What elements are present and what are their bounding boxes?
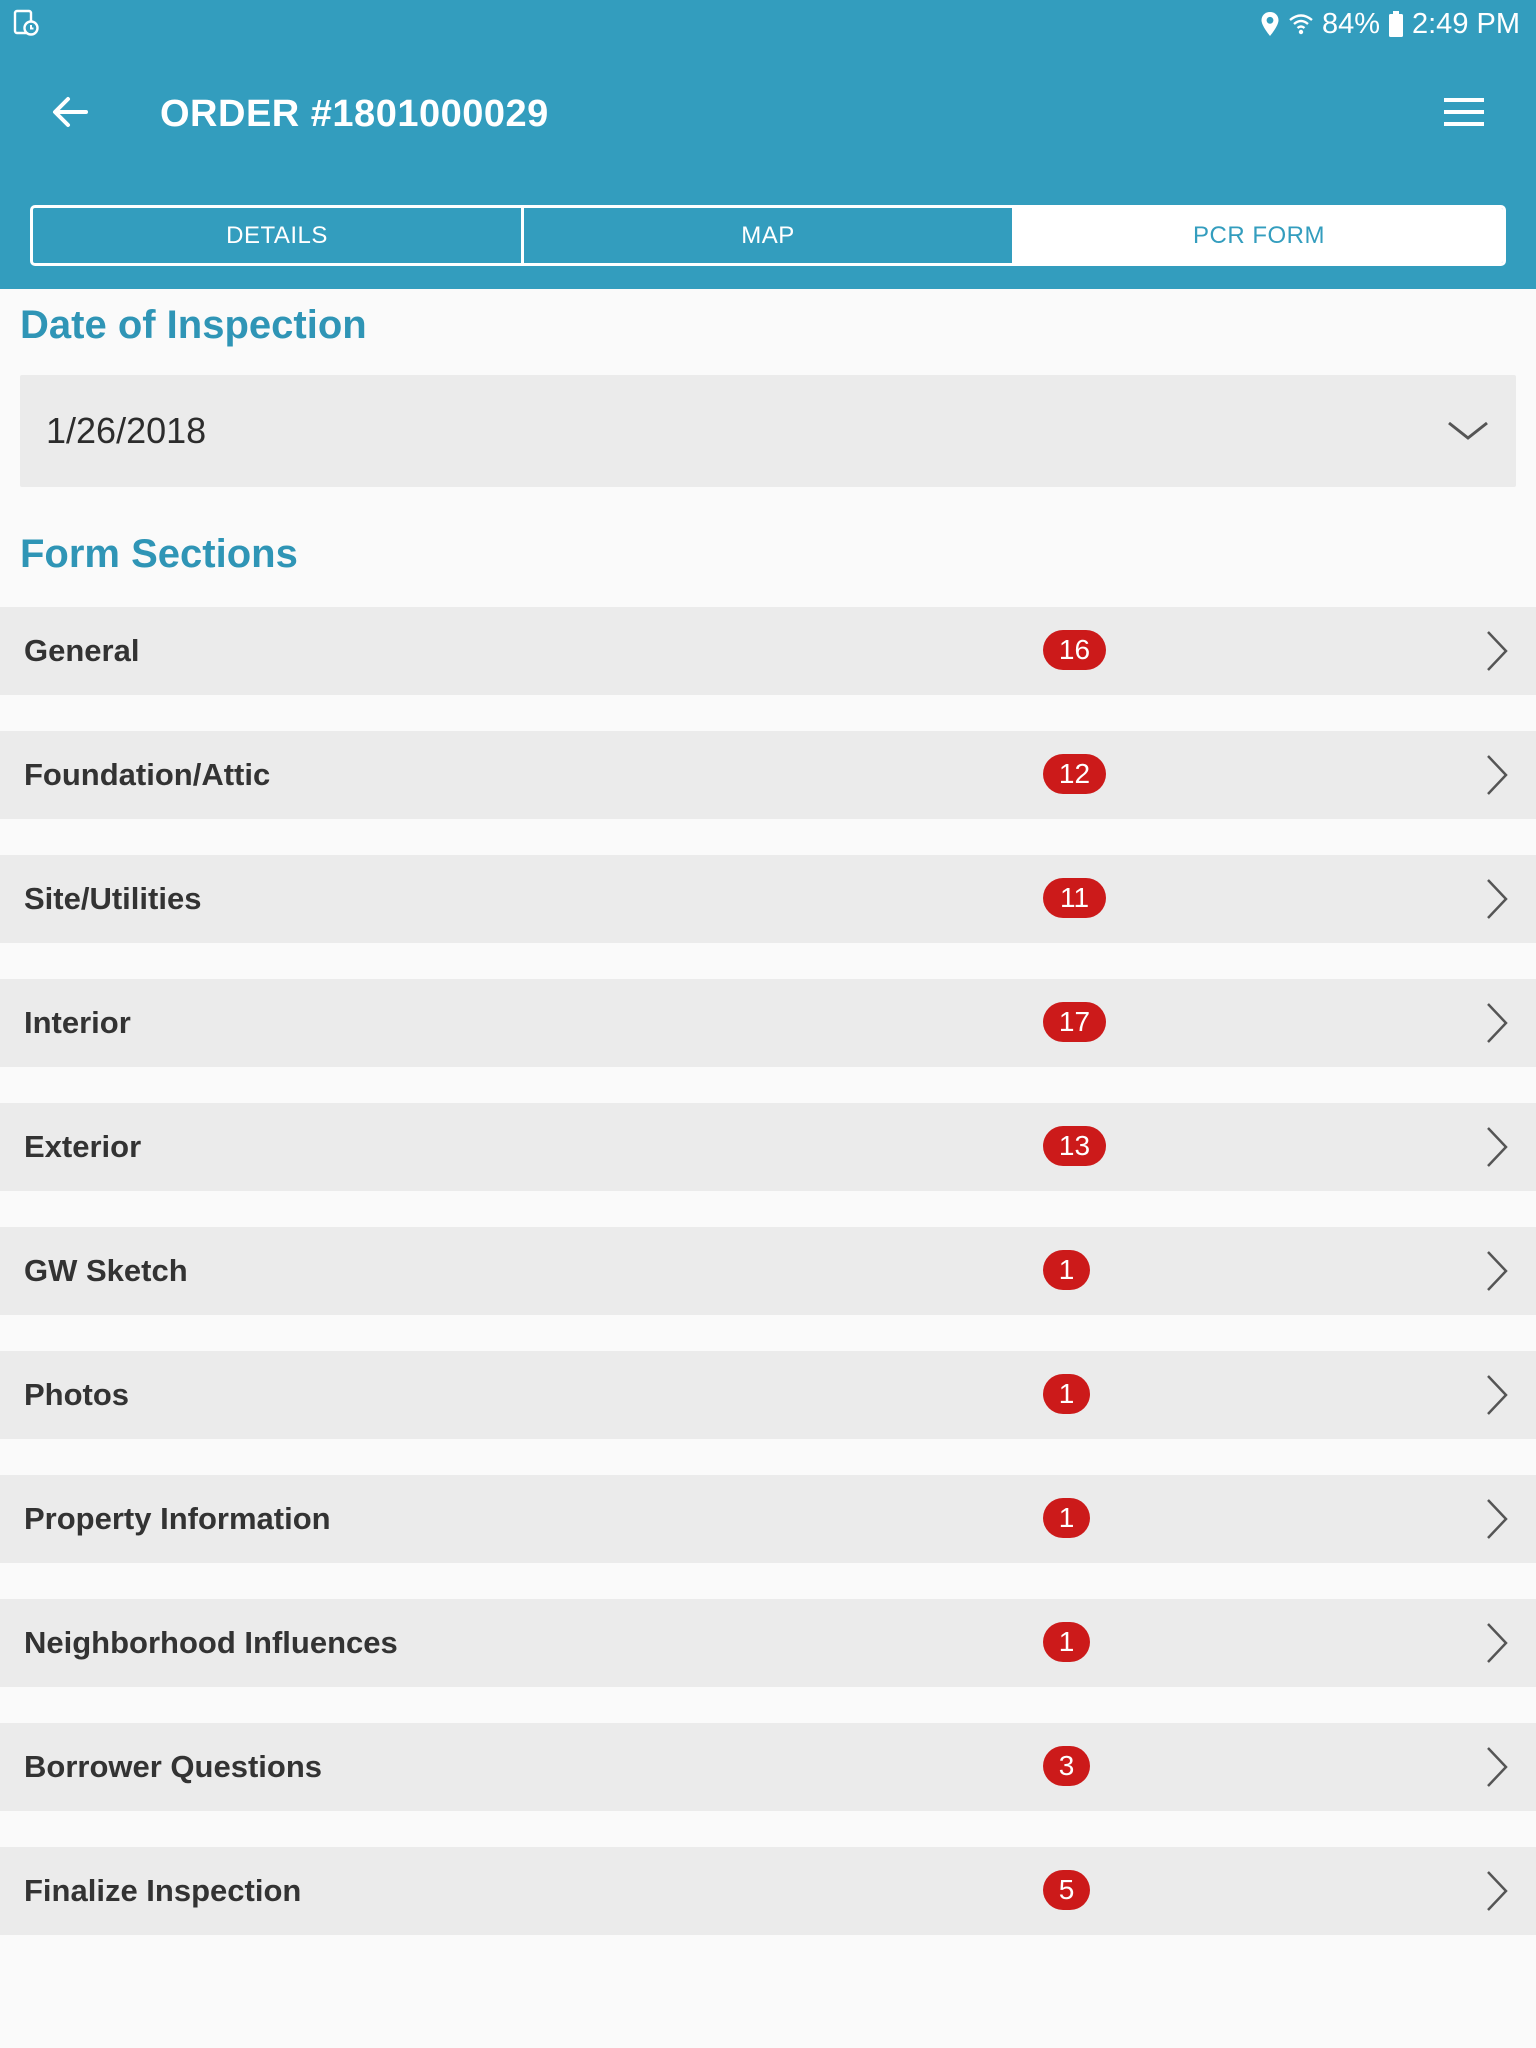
- inspection-date-value: 1/26/2018: [46, 410, 207, 451]
- count-badge: 1: [1043, 1250, 1090, 1290]
- tab-details[interactable]: DETAILS: [226, 221, 328, 249]
- section-label: Exterior: [24, 1129, 142, 1164]
- battery-percent: 84%: [1321, 7, 1380, 40]
- image-clock-icon: [12, 9, 40, 37]
- tab-pcr-form[interactable]: PCR FORM: [1012, 208, 1503, 263]
- count-badge: 1: [1043, 1498, 1090, 1538]
- chevron-right-icon: [1484, 753, 1510, 797]
- count-badge: 1: [1043, 1622, 1090, 1662]
- chevron-right-icon: [1484, 877, 1510, 921]
- location-icon: [1260, 11, 1280, 37]
- tab-map[interactable]: MAP: [521, 208, 1012, 263]
- section-row-interior[interactable]: [0, 979, 1536, 1067]
- status-bar: [0, 0, 1536, 48]
- chevron-right-icon: [1484, 1125, 1510, 1169]
- app-header: [0, 0, 1536, 289]
- chevron-right-icon: [1484, 1621, 1510, 1665]
- count-badge: 12: [1043, 754, 1106, 794]
- chevron-right-icon: [1484, 1869, 1510, 1913]
- section-label: Finalize Inspection: [24, 1873, 302, 1908]
- section-row-gw-sketch[interactable]: [0, 1227, 1536, 1315]
- status-indicators: [1260, 6, 1520, 42]
- tab-bar: [30, 205, 1506, 266]
- section-row-exterior[interactable]: [0, 1103, 1536, 1191]
- count-badge: 11: [1043, 878, 1106, 918]
- battery-icon: [1388, 10, 1404, 38]
- date-of-inspection-heading: Date of Inspection: [20, 303, 367, 347]
- section-label: Borrower Questions: [24, 1749, 322, 1784]
- section-row-site-utilities[interactable]: [0, 855, 1536, 943]
- section-row-general[interactable]: [0, 607, 1536, 695]
- section-label: General: [24, 633, 140, 668]
- section-label: Neighborhood Influences: [24, 1625, 398, 1660]
- count-badge: 1: [1043, 1374, 1090, 1414]
- section-label: Interior: [24, 1005, 131, 1040]
- count-badge: 5: [1043, 1870, 1090, 1910]
- chevron-down-icon: [1446, 413, 1490, 449]
- section-row-finalize-inspection[interactable]: [0, 1847, 1536, 1935]
- back-arrow-icon[interactable]: [46, 88, 94, 136]
- count-badge: 16: [1043, 630, 1106, 670]
- section-label: Property Information: [24, 1501, 331, 1536]
- chevron-right-icon: [1484, 1373, 1510, 1417]
- count-badge: 17: [1043, 1002, 1106, 1042]
- section-row-neighborhood-influences[interactable]: [0, 1599, 1536, 1687]
- chevron-right-icon: [1484, 1745, 1510, 1789]
- section-row-photos[interactable]: [0, 1351, 1536, 1439]
- section-row-borrower-questions[interactable]: [0, 1723, 1536, 1811]
- form-sections-heading: Form Sections: [20, 532, 298, 576]
- section-row-foundation-attic[interactable]: [0, 731, 1536, 819]
- section-label: Foundation/Attic: [24, 757, 271, 792]
- clock: 2:49 PM: [1412, 7, 1520, 40]
- section-label: GW Sketch: [24, 1253, 188, 1288]
- chevron-right-icon: [1484, 1497, 1510, 1541]
- inspection-date-dropdown[interactable]: [20, 375, 1516, 487]
- section-label: Site/Utilities: [24, 881, 202, 916]
- section-row-property-information[interactable]: [0, 1475, 1536, 1563]
- chevron-right-icon: [1484, 629, 1510, 673]
- page-title: ORDER #1801000029: [160, 93, 549, 135]
- chevron-right-icon: [1484, 1001, 1510, 1045]
- wifi-icon: [1288, 11, 1314, 37]
- count-badge: 13: [1043, 1126, 1106, 1166]
- count-badge: 3: [1043, 1746, 1090, 1786]
- section-label: Photos: [24, 1377, 130, 1412]
- chevron-right-icon: [1484, 1249, 1510, 1293]
- hamburger-menu-icon[interactable]: [1440, 92, 1488, 132]
